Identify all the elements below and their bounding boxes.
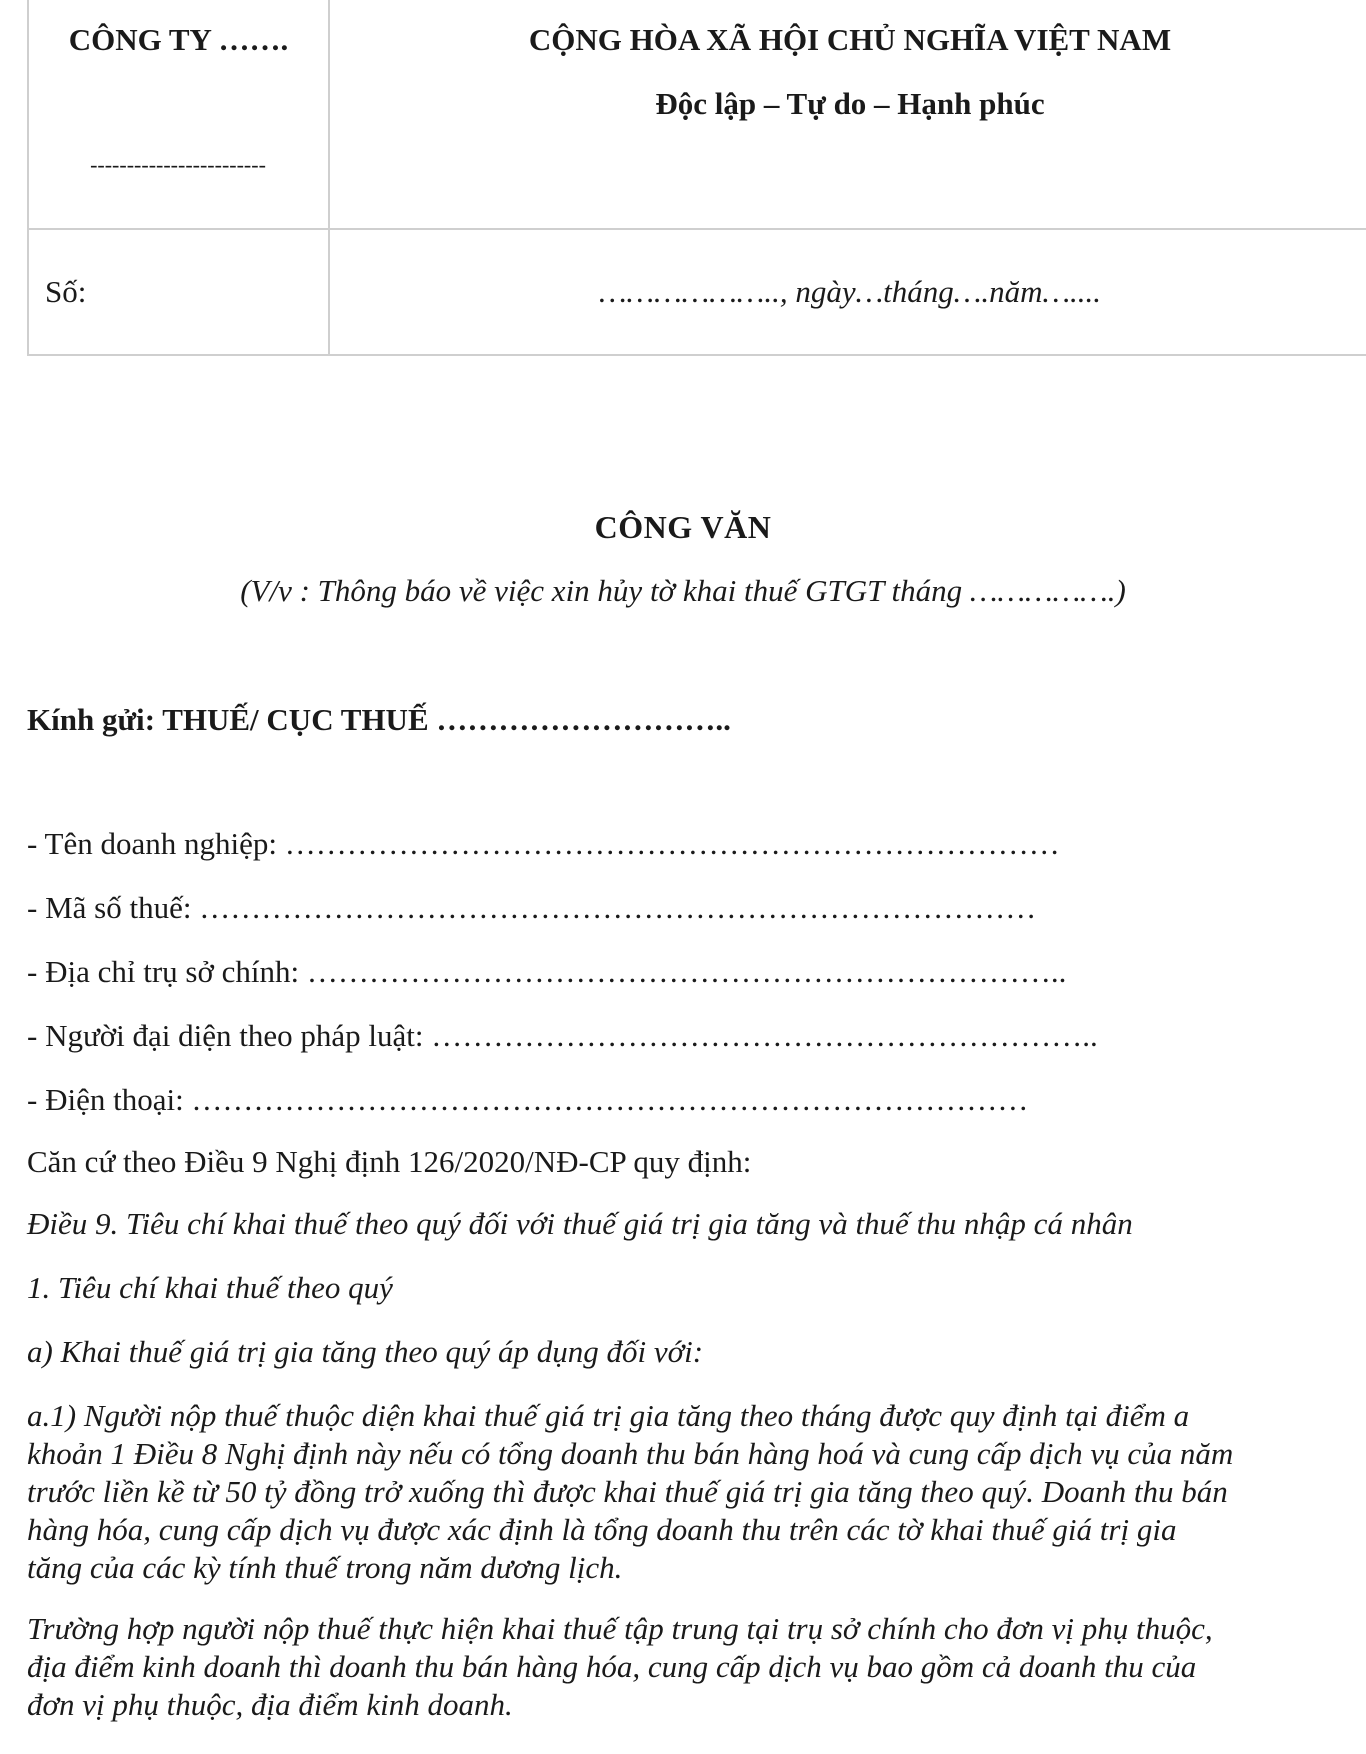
field-company-name: - Tên doanh nghiệp: …………………………………………………………………: [27, 826, 1060, 861]
national-title: CỘNG HÒA XÃ HỘI CHỦ NGHĨA VIỆT NAM: [528, 22, 1172, 57]
point-a1-paragraph: [27, 1397, 1347, 1587]
recipient-value: : THUẾ/ CỤC THUẾ ………………………..: [144, 702, 731, 737]
document-number-label: Số:: [45, 274, 87, 309]
centralized-line: đơn vị phụ thuộc, địa điểm kinh doanh.: [27, 1687, 513, 1722]
header-horizontal-divider: [29, 228, 1366, 230]
date-line: ……………….., ngày…tháng….năm…....: [598, 274, 1102, 309]
national-motto: Độc lập – Tự do – Hạnh phúc: [655, 86, 1045, 121]
document-subject: (V/v : Thông báo về việc xin hủy tờ khai thuế GTGT tháng …………….): [240, 573, 1126, 608]
point-a1-line: a.1) Người nộp thuế thuộc diện khai thuế giá trị gia tăng theo tháng được quy định tại điểm a: [27, 1398, 1190, 1433]
point-a1-line: hàng hóa, cung cấp dịch vụ được xác định là tổng doanh thu trên các tờ khai thuế giá trị gia: [27, 1512, 1177, 1547]
point-a1-line: khoản 1 Điều 8 Nghị định này nếu có tổng doanh thu bán hàng hoá và cung cấp dịch vụ của năm: [27, 1436, 1234, 1471]
legal-basis: Căn cứ theo Điều 9 Nghị định 126/2020/NĐ-CP quy định:: [27, 1144, 752, 1179]
company-underline: ------------------------: [90, 152, 266, 177]
point-a: a) Khai thuế giá trị gia tăng theo quý áp dụng đối với:: [27, 1334, 704, 1369]
article-title: Điều 9. Tiêu chí khai thuế theo quý đối với thuế giá trị gia tăng và thuế thu nhập cá nhân: [27, 1206, 1133, 1241]
document-title: CÔNG VĂN: [594, 509, 772, 545]
company-name: CÔNG TY …….: [68, 22, 289, 57]
point-a1-line: trước liền kề từ 50 tỷ đồng trở xuống thì được khai thuế giá trị gia tăng theo quý. Doanh thu bán: [27, 1474, 1228, 1509]
point-a1-line: tăng của các kỳ tính thuế trong năm dương lịch.: [27, 1550, 623, 1585]
centralized-declaration-paragraph: [27, 1610, 1347, 1724]
header-table: [27, 0, 1366, 356]
recipient-line: [27, 702, 731, 738]
field-tax-code: - Mã số thuế: ………………………………………………………………………: [27, 890, 1037, 925]
field-head-office-address: - Địa chỉ trụ sở chính: ………………………………………………………………..: [27, 954, 1067, 989]
recipient-label: Kính gửi: [27, 702, 145, 737]
centralized-line: địa điểm kinh doanh thì doanh thu bán hàng hóa, cung cấp dịch vụ bao gồm cả doanh thu của: [27, 1649, 1197, 1684]
field-phone: - Điện thoại: ………………………………………………………………………: [27, 1082, 1029, 1117]
clause-1: 1. Tiêu chí khai thuế theo quý: [27, 1270, 393, 1305]
centralized-line: Trường hợp người nộp thuế thực hiện khai thuế tập trung tại trụ sở chính cho đơn vị phụ thuộc,: [27, 1611, 1213, 1646]
field-legal-representative: - Người đại diện theo pháp luật: ………………………………………………………..: [27, 1018, 1098, 1053]
